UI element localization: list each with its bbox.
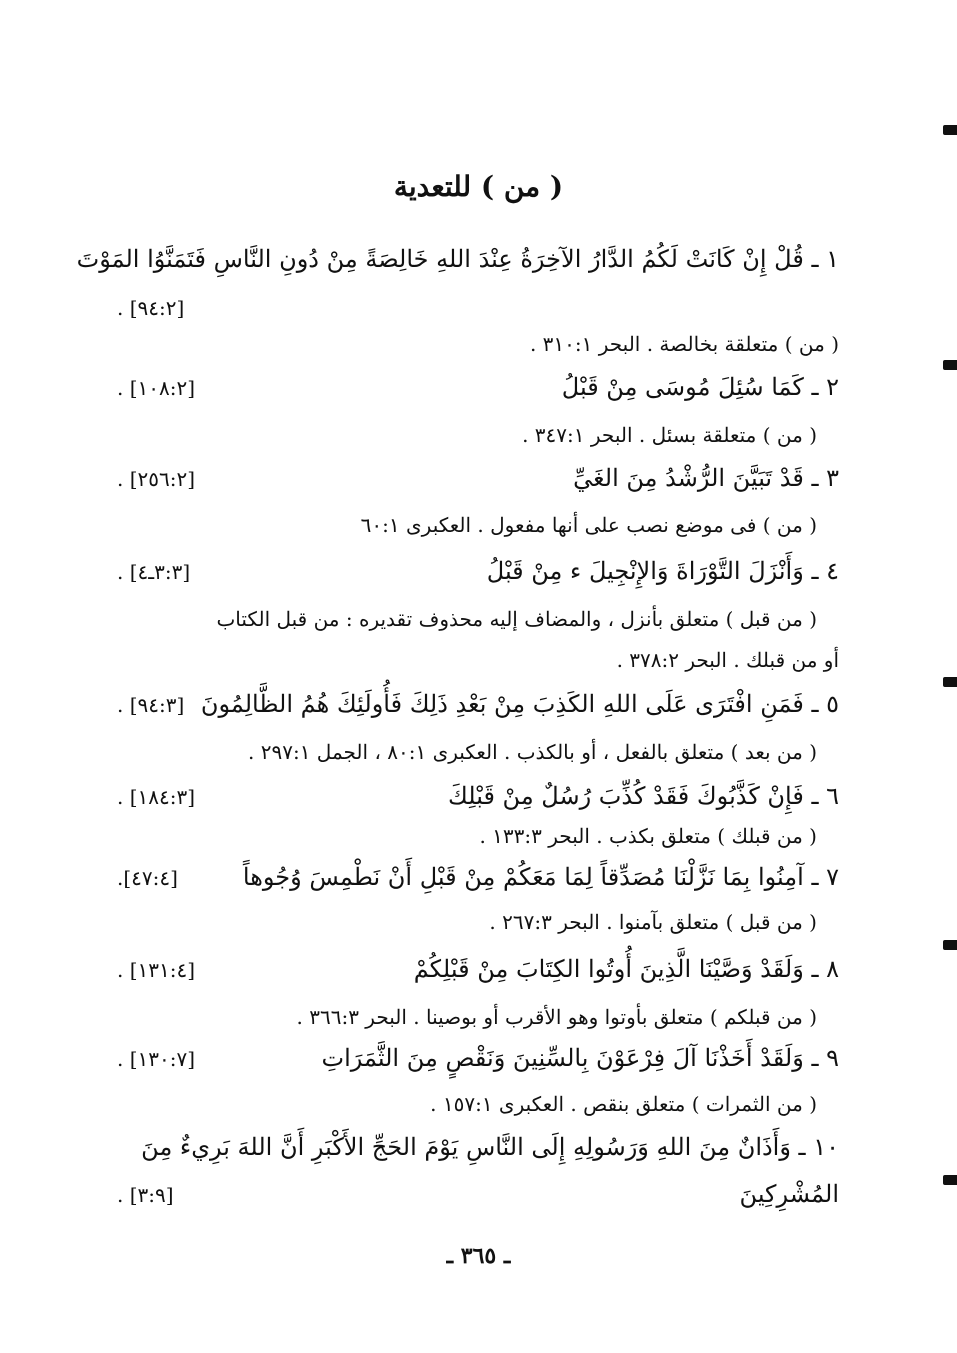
verse-reference: [١٣٠:٧] .	[117, 1047, 196, 1071]
scan-edge-mark	[943, 125, 957, 135]
verse-reference: [٣:٣ـ٤] .	[117, 560, 191, 584]
verse-text: ٥ ـ فَمَنِ افْتَرَى عَلَى اللهِ الكَذِبَ مِنْ بَعْدِ ذَلِكَ فَأُولَئِكَ هُمُ الظَّالِمُونَ	[200, 690, 839, 718]
note-text: ( من قبلكم ) متعلق بأوتوا وهو الأقرب أو بوصينا . البحر ٣٦٦:٣ .	[296, 1005, 817, 1029]
note-text: ( من الثمرات ) متعلق بنقص . العكبرى ١٥٧:١ .	[430, 1092, 817, 1116]
note-line	[117, 332, 839, 356]
verse-line	[117, 557, 839, 585]
verse-text: ١ ـ قُلْ إِنْ كَانَتْ لَكُمُ الدَّارُ الآخِرَةُ عِنْدَ اللهِ خَالِصَةً مِنْ دُونِ النَّاسِ فَتَمَنَّوُا المَوْتَ	[76, 245, 839, 273]
note-line	[117, 648, 839, 672]
verse-text: ٧ ـ آمِنُوا بِمَا نَزَّلْنَا مُصَدِّقاً لِمَا مَعَكُمْ مِنْ قَبْلِ أَنْ نَطْمِسَ وُجُوهاً	[242, 863, 839, 891]
note-text: ( من قبل ) متعلق بأنزل ، والمضاف إليه محذوف تقديره : من قبل الكتاب	[216, 607, 817, 631]
note-text: ( من ) متعلقة بخالصة . البحر ٣١٠:١ .	[529, 332, 839, 356]
verse-text: المُشْرِكِينَ	[739, 1180, 839, 1208]
verse-reference: [٣:٩] .	[117, 1183, 174, 1207]
verse-reference: [١٣١:٤] .	[117, 958, 196, 982]
verse-text: ٢ ـ كَمَا سُئِلَ مُوسَى مِنْ قَبْلُ	[561, 373, 839, 401]
note-line	[95, 740, 839, 764]
verse-reference: [١٠٨:٢] .	[117, 376, 196, 400]
note-text: ( من ) متعلقة بسئل . البحر ٣٤٧:١ .	[522, 423, 817, 447]
scan-edge-mark	[943, 677, 957, 687]
note-line	[95, 1005, 839, 1029]
verse-line	[117, 1133, 839, 1161]
verse-line	[117, 863, 839, 891]
verse-reference: [٩٤:٣] .	[117, 693, 185, 717]
note-text: ( من قبلك ) متعلق بكذب . البحر ١٣٣:٣ .	[479, 824, 817, 848]
note-line	[95, 824, 839, 848]
verse-line	[117, 782, 839, 810]
verse-reference: [١٨٤:٣] .	[117, 785, 196, 809]
verse-reference: [٩٤:٢] .	[117, 296, 185, 320]
note-text: ( من ) فى موضع نصب على أنها مفعول . العكبرى ٦٠:١	[360, 513, 817, 537]
verse-text: ١٠ ـ وَأَذَانٌ مِنَ اللهِ وَرَسُولِهِ إِلَى النَّاسِ يَوْمَ الحَجِّ الأَكْبَرِ أَنَّ اللهَ بَرِيءٌ مِنَ	[141, 1133, 839, 1161]
verse-reference: [٤٧:٤].	[117, 866, 178, 890]
verse-text: ٦ ـ فَإِنْ كَذَّبُوكَ فَقَدْ كُذِّبَ رُسُلٌ مِنْ قَبْلِكَ	[448, 782, 839, 810]
note-line	[95, 607, 839, 631]
verse-line	[76, 245, 839, 273]
note-text: أو من قبلك . البحر ٣٧٨:٢ .	[616, 648, 839, 672]
verse-text: ٩ ـ وَلَقَدْ أَخَذْنَا آلَ فِرْعَوْنَ بِالسِّنِينَ وَنَقْصٍ مِنَ الثَّمَرَاتِ	[321, 1044, 839, 1072]
verse-text: ٨ ـ وَلَقَدْ وَصَّيْنَا الَّذِينَ أُوتُوا الكِتَابَ مِنْ قَبْلِكُمْ	[413, 955, 839, 983]
verse-line	[117, 373, 839, 401]
note-line	[95, 513, 839, 537]
page-title: ( من ) للتعدية	[393, 170, 564, 203]
verse-line	[117, 955, 839, 983]
verse-reference-line	[117, 296, 839, 320]
verse-line	[117, 1044, 839, 1072]
page-number: ـ ٣٦٥ ـ	[446, 1243, 511, 1269]
note-line	[95, 1092, 839, 1116]
note-line	[95, 423, 839, 447]
verse-text: ٤ ـ وَأَنْزَلَ التَّوْرَاةَ وَالإِنْجِيلَ ء مِنْ قَبْلُ	[486, 557, 839, 585]
verse-reference: [٢٥٦:٢] .	[117, 467, 196, 491]
note-line	[95, 910, 839, 934]
note-text: ( من بعد ) متعلق بالفعل ، أو بالكذب . العكبرى ٨٠:١ ، الجمل ٢٩٧:١ .	[248, 740, 817, 764]
verse-text: ٣ ـ قَدْ تَبَيَّنَ الرُّشْدُ مِنَ الغَيِّ	[573, 464, 839, 492]
verse-line	[117, 1180, 839, 1208]
scan-edge-mark	[943, 1175, 957, 1185]
scan-edge-mark	[943, 940, 957, 950]
scan-edge-mark	[943, 360, 957, 370]
verse-line	[117, 690, 839, 718]
verse-line	[117, 464, 839, 492]
note-text: ( من قبل ) متعلق بآمنوا . البحر ٢٦٧:٣ .	[489, 910, 817, 934]
